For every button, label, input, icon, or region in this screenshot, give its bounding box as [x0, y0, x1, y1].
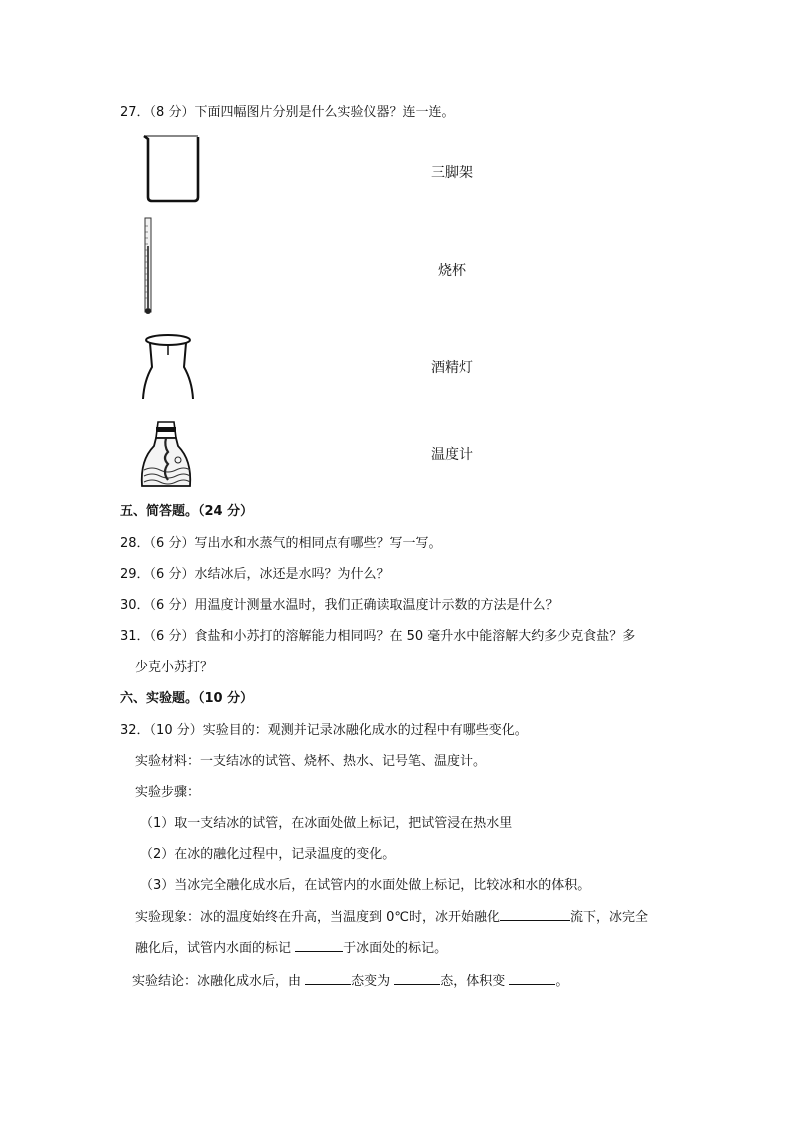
phenomenon-text-a: 实验现象：冰的温度始终在升高，当温度到 0℃时，冰开始融化 [135, 910, 501, 925]
q28-text: 28．（6 分）写出水和水蒸气的相同点有哪些？写一写。 [120, 536, 442, 551]
q31-text-line1: 31．（6 分）食盐和小苏打的溶解能力相同吗？在 50 毫升水中能溶解大约多少克食盐？多 [120, 629, 636, 644]
phenomenon-text-c: 融化后，试管内水面的标记 [135, 941, 296, 956]
q32-purpose: 32．（10 分）实验目的：观测并记录冰融化成水的过程中有哪些变化。 [120, 723, 528, 738]
answer-blank-5[interactable] [509, 972, 555, 985]
phenomenon-text-d: 于冰面处的标记。 [343, 941, 448, 956]
section-six-heading: 六、实验题。（10 分） [120, 691, 254, 706]
label-thermometer: 温度计 [431, 447, 473, 463]
tripod-icon [140, 331, 196, 401]
conclusion-text-a: 实验结论：冰融化成水后，由 [132, 974, 306, 989]
q32-step2: （2）在冰的融化过程中，记录温度的变化。 [140, 847, 396, 862]
q32-step3: （3）当冰完全融化成水后，在试管内的水面处做上标记，比较冰和水的体积。 [140, 878, 591, 893]
label-alcohol-lamp: 酒精灯 [431, 360, 473, 376]
answer-blank-3[interactable] [305, 972, 351, 985]
q31-text-line2: 少克小苏打？ [135, 660, 214, 675]
answer-blank-1[interactable] [500, 908, 570, 921]
q32-conclusion [132, 972, 568, 991]
conclusion-text-d: 。 [555, 974, 569, 989]
beaker-icon [140, 133, 204, 205]
label-tripod: 三脚架 [431, 165, 473, 181]
conclusion-text-b: 态变为 [351, 974, 395, 989]
answer-blank-2[interactable] [295, 939, 343, 952]
q32-phenomenon-line2 [135, 939, 447, 958]
q32-materials: 实验材料：一支结冰的试管、烧杯、热水、记号笔、温度计。 [135, 754, 487, 769]
alcohol-lamp-icon [138, 420, 194, 490]
answer-blank-4[interactable] [394, 972, 440, 985]
q32-phenomenon-line1 [135, 908, 648, 927]
q32-step1: （1）取一支结冰的试管，在冰面处做上标记，把试管浸在热水里 [140, 816, 513, 831]
q32-steps-label: 实验步骤： [135, 785, 201, 800]
conclusion-text-c: 态，体积变 [440, 974, 510, 989]
q27-stem: 27．（8 分）下面四幅图片分别是什么实验仪器？连一连。 [120, 105, 455, 120]
thermometer-icon [140, 216, 156, 316]
label-beaker: 烧杯 [438, 263, 466, 279]
q30-text: 30．（6 分）用温度计测量水温时，我们正确读取温度计示数的方法是什么？ [120, 598, 559, 613]
section-five-heading: 五、简答题。（24 分） [120, 504, 254, 519]
phenomenon-text-b: 流下，冰完全 [570, 910, 649, 925]
q29-text: 29．（6 分）水结冰后，冰还是水吗？为什么？ [120, 567, 390, 582]
